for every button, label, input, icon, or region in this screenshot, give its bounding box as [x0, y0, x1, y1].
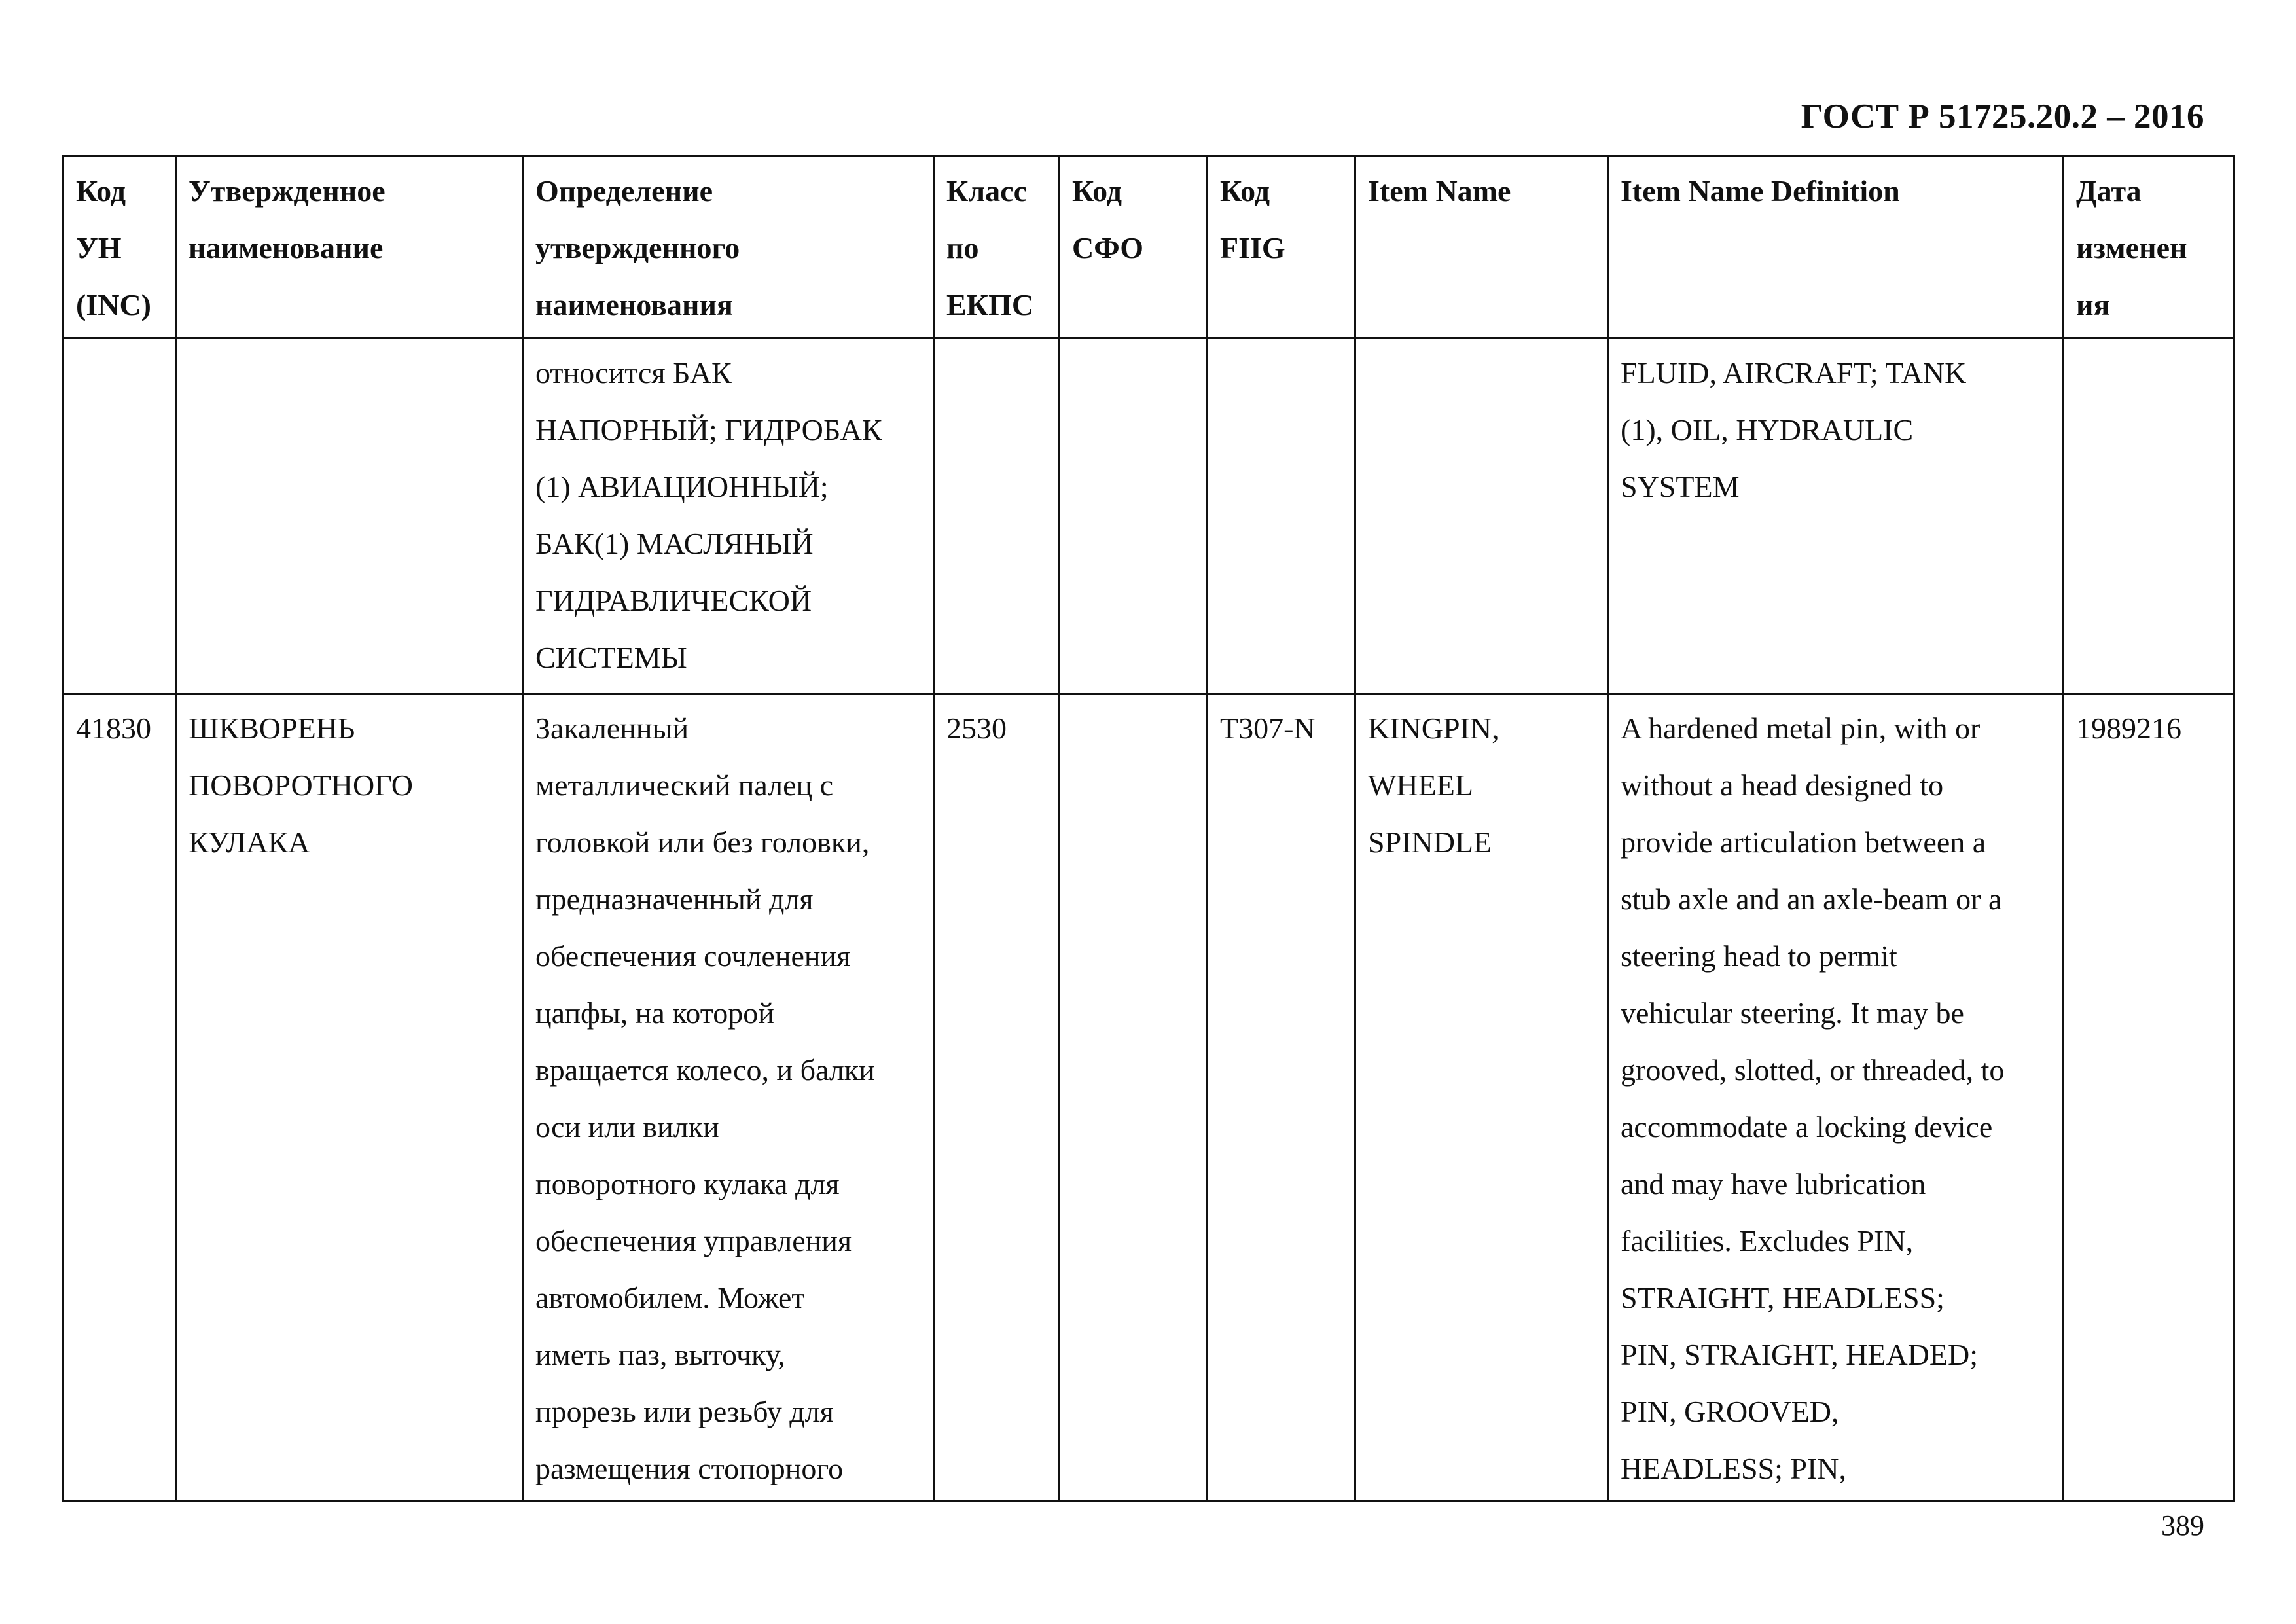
cell-item-name	[1355, 338, 1608, 694]
cell-fiig: T307-N	[1208, 694, 1355, 1501]
header-item-name: Item Name	[1355, 156, 1608, 338]
header-definition: Определение утвержденного наименования	[523, 156, 934, 338]
header-class: Класс по ЕКПС	[934, 156, 1060, 338]
table-row	[63, 694, 2234, 1501]
cell-sfo	[1060, 694, 1208, 1501]
cell-date: 1989216	[2064, 694, 2234, 1501]
cell-date	[2064, 338, 2234, 694]
cell-class	[934, 338, 1060, 694]
cell-inc	[63, 338, 176, 694]
header-item-definition: Item Name Definition	[1608, 156, 2064, 338]
cell-item-name: KINGPIN, WHEEL SPINDLE	[1355, 694, 1608, 1501]
header-fiig-code: Код FIIG	[1208, 156, 1355, 338]
header-approved-name: Утвержденное наименование	[176, 156, 523, 338]
page-number: 389	[2161, 1509, 2204, 1542]
cell-definition: относится БАК НАПОРНЫЙ; ГИДРОБАК (1) АВИАЦИОННЫЙ; БАК(1) МАСЛЯНЫЙ ГИДРАВЛИЧЕСКОЙ СИСТЕМЫ	[523, 338, 934, 694]
cell-fiig	[1208, 338, 1355, 694]
cell-item-definition: A hardened metal pin, with or without a head designed to provide articulation between a stub axle and an axle-beam or a steering head to permit vehicular steering. It may be grooved, slotted, or threaded, to accommodate a locking device and may have lubrication facilities. Excludes PIN, STRAIGHT, HEADLESS; PIN, STRAIGHT, HEADED; PIN, GROOVED, HEADLESS; PIN,	[1608, 694, 2064, 1501]
document-standard-header: ГОСТ Р 51725.20.2 – 2016	[1801, 98, 2204, 135]
nomenclature-table	[62, 155, 2235, 1502]
table-row	[63, 338, 2234, 694]
cell-approved-name	[176, 338, 523, 694]
table-header-row	[63, 156, 2234, 338]
cell-item-definition: FLUID, AIRCRAFT; TANK (1), OIL, HYDRAULIC SYSTEM	[1608, 338, 2064, 694]
cell-definition: Закаленный металлический палец с головкой или без головки, предназначенный для обеспечения сочленения цапфы, на которой вращается колесо, и балки оси или вилки поворотного кулака для обеспечения управления автомобилем. Может иметь паз, выточку, прорезь или резьбу для размещения стопорного	[523, 694, 934, 1501]
cell-inc: 41830	[63, 694, 176, 1501]
header-change-date: Дата изменен ия	[2064, 156, 2234, 338]
cell-sfo	[1060, 338, 1208, 694]
cell-approved-name: ШКВОРЕНЬ ПОВОРОТНОГО КУЛАКА	[176, 694, 523, 1501]
header-inc-code: Код УН (INC)	[63, 156, 176, 338]
header-sfo-code: Код СФО	[1060, 156, 1208, 338]
cell-class: 2530	[934, 694, 1060, 1501]
